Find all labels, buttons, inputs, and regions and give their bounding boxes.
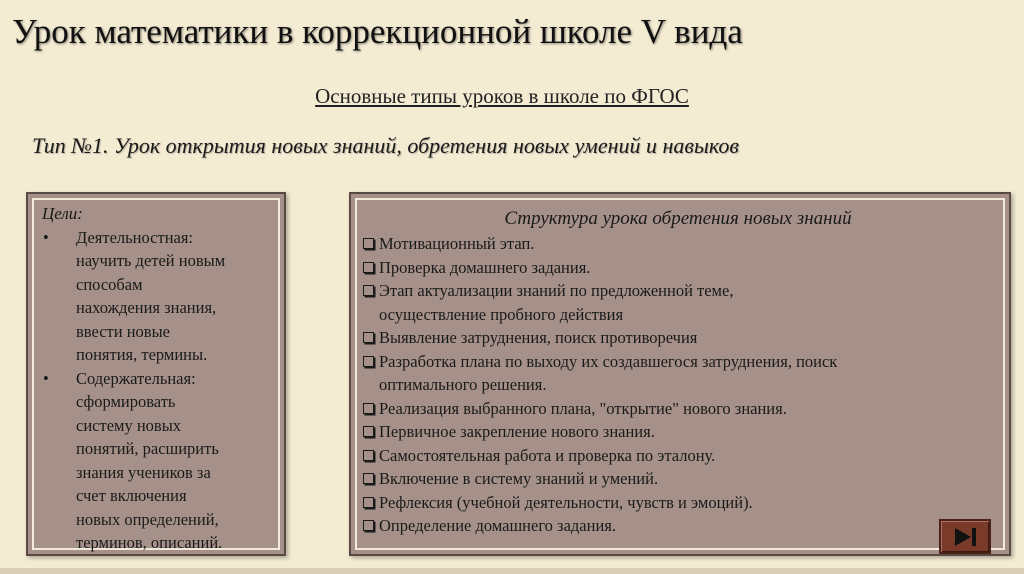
goals-heading: Цели: <box>42 204 83 223</box>
checkbox-bullet-icon <box>363 497 374 508</box>
structure-step <box>361 350 995 397</box>
structure-step <box>361 491 995 515</box>
structure-step-text: Проверка домашнего задания. <box>379 257 591 277</box>
checkbox-bullet-icon <box>363 285 374 296</box>
bullet-icon: • <box>43 368 49 388</box>
structure-heading: Структура урока обретения новых знаний <box>504 208 852 229</box>
next-slide-button[interactable] <box>939 519 991 554</box>
structure-panel-inner <box>355 198 1005 550</box>
structure-step <box>361 232 995 256</box>
goals-panel-inner <box>32 198 280 550</box>
checkbox-bullet-icon <box>363 356 374 367</box>
structure-step-text: Разработка плана по выходу их создавшегося затруднения, поиск оптимального решения. <box>379 351 838 394</box>
structure-step-text: Мотивационный этап. <box>379 234 535 253</box>
checkbox-bullet-icon <box>363 473 374 484</box>
goal-item <box>40 226 272 367</box>
structure-step <box>361 397 995 421</box>
structure-step-text: Включение в систему знаний и умений. <box>379 469 659 488</box>
structure-step <box>361 279 995 326</box>
slide-title: Урок математики в коррекционной школе V вида <box>12 12 743 51</box>
structure-step-text: Этап актуализации знаний по предложенной теме, осуществление пробного действия <box>379 281 734 324</box>
structure-step-text: Определение домашнего задания. <box>379 516 616 535</box>
structure-step <box>361 514 995 538</box>
checkbox-bullet-icon <box>363 403 374 414</box>
structure-step-text: Самостоятельная работа и проверка по эталону. <box>379 445 716 465</box>
structure-step-text: Рефлексия (учебной деятельности, чувств и эмоций). <box>379 492 753 512</box>
structure-step <box>361 256 995 280</box>
goals-panel <box>26 192 286 556</box>
structure-step <box>361 326 995 350</box>
checkbox-bullet-icon <box>363 332 374 343</box>
goal-text: Содержательная: сформировать систему новых понятий, расширить знания учеников за счет включения новых определений, терминов, описаний. <box>76 368 223 552</box>
lesson-type-heading: Тип №1. Урок открытия новых знаний, обретения новых умений и навыков <box>32 133 739 158</box>
structure-step <box>361 420 995 444</box>
checkbox-bullet-icon <box>363 426 374 437</box>
bullet-icon: • <box>43 227 49 247</box>
structure-panel <box>349 192 1011 556</box>
structure-steps-list <box>361 232 995 538</box>
structure-step <box>361 467 995 491</box>
structure-step-text: Реализация выбранного плана, "открытие" нового знания. <box>379 398 787 418</box>
checkbox-bullet-icon <box>363 520 374 531</box>
goal-text: Деятельностная: научить детей новым способам нахождения знания, ввести новые понятия, термины. <box>76 227 226 364</box>
goal-item <box>40 367 272 555</box>
play-next-icon <box>953 526 979 548</box>
structure-step-text: Выявление затруднения, поиск противоречия <box>379 328 698 347</box>
structure-step-text: Первичное закрепление нового знания. <box>379 422 655 441</box>
slide-subtitle: Основные типы уроков в школе по ФГОС <box>315 84 689 108</box>
checkbox-bullet-icon <box>363 262 374 273</box>
checkbox-bullet-icon <box>363 450 374 461</box>
structure-step <box>361 444 995 468</box>
checkbox-bullet-icon <box>363 238 374 249</box>
